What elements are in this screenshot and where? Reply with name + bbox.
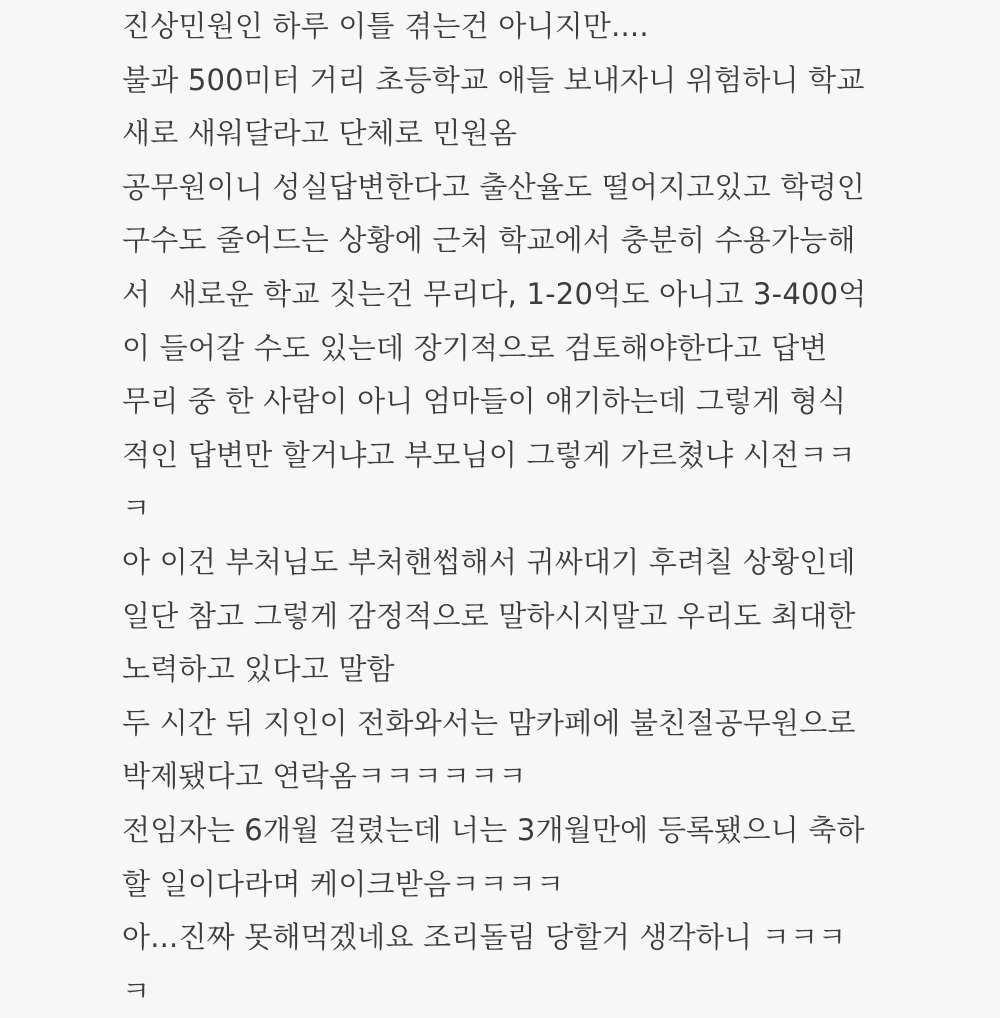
text-line: 불과 500미터 거리 초등학교 애들 보내자니 위험하니 학교 [122,62,865,97]
text-line: 진상민원인 하루 이틀 겪는건 아니지만.... [122,9,649,43]
text-line: 적인 답변만 할거냐고 부모님이 그렇게 가르쳤냐 시전ㅋㅋ [122,437,856,472]
text-line: 할 일이다라며 케이크받음ㅋㅋㅋㅋ [122,866,565,901]
text-line: 공무원이니 성실답변한다고 출산율도 떨어지고있고 학령인 [122,169,866,204]
text-line: 노력하고 있다고 말함 [122,652,395,687]
text-line: 전임자는 6개월 걸렸는데 너는 3개월만에 등록됐으니 축하 [122,812,865,847]
text-line: 두 시간 뒤 지인이 전화와서는 맘카페에 불친절공무원으로 [122,705,856,740]
text-line: 새로 새워달라고 단체로 민원옴 [122,116,518,151]
text-line: 이 들어갈 수도 있는데 장기적으로 검토해야한다고 답변 [122,330,828,365]
text-line: ㅋ [122,973,151,1008]
text-line: 박제됐다고 연락옴ㅋㅋㅋㅋㅋㅋ [122,759,527,794]
text-line: 구수도 줄어드는 상황에 근처 학교에서 충분히 수용가능해 [122,223,856,258]
text-line: 일단 참고 그렇게 감정적으로 말하시지말고 우리도 최대한 [122,598,856,633]
text-line: 아 이건 부처님도 부처핸썹해서 귀싸대기 후려칠 상황인데 [122,544,856,579]
text-line: 서 새로운 학교 짓는건 무리다, 1-20억도 아니고 3-400억 [122,276,867,311]
text-line: 아...진짜 못해먹겠네요 조리돌림 당할거 생각하니 ㅋㅋㅋ [122,920,847,955]
text-line: 무리 중 한 사람이 아니 엄마들이 얘기하는데 그렇게 형식 [122,384,847,419]
text-line: ㅋ [122,491,151,526]
